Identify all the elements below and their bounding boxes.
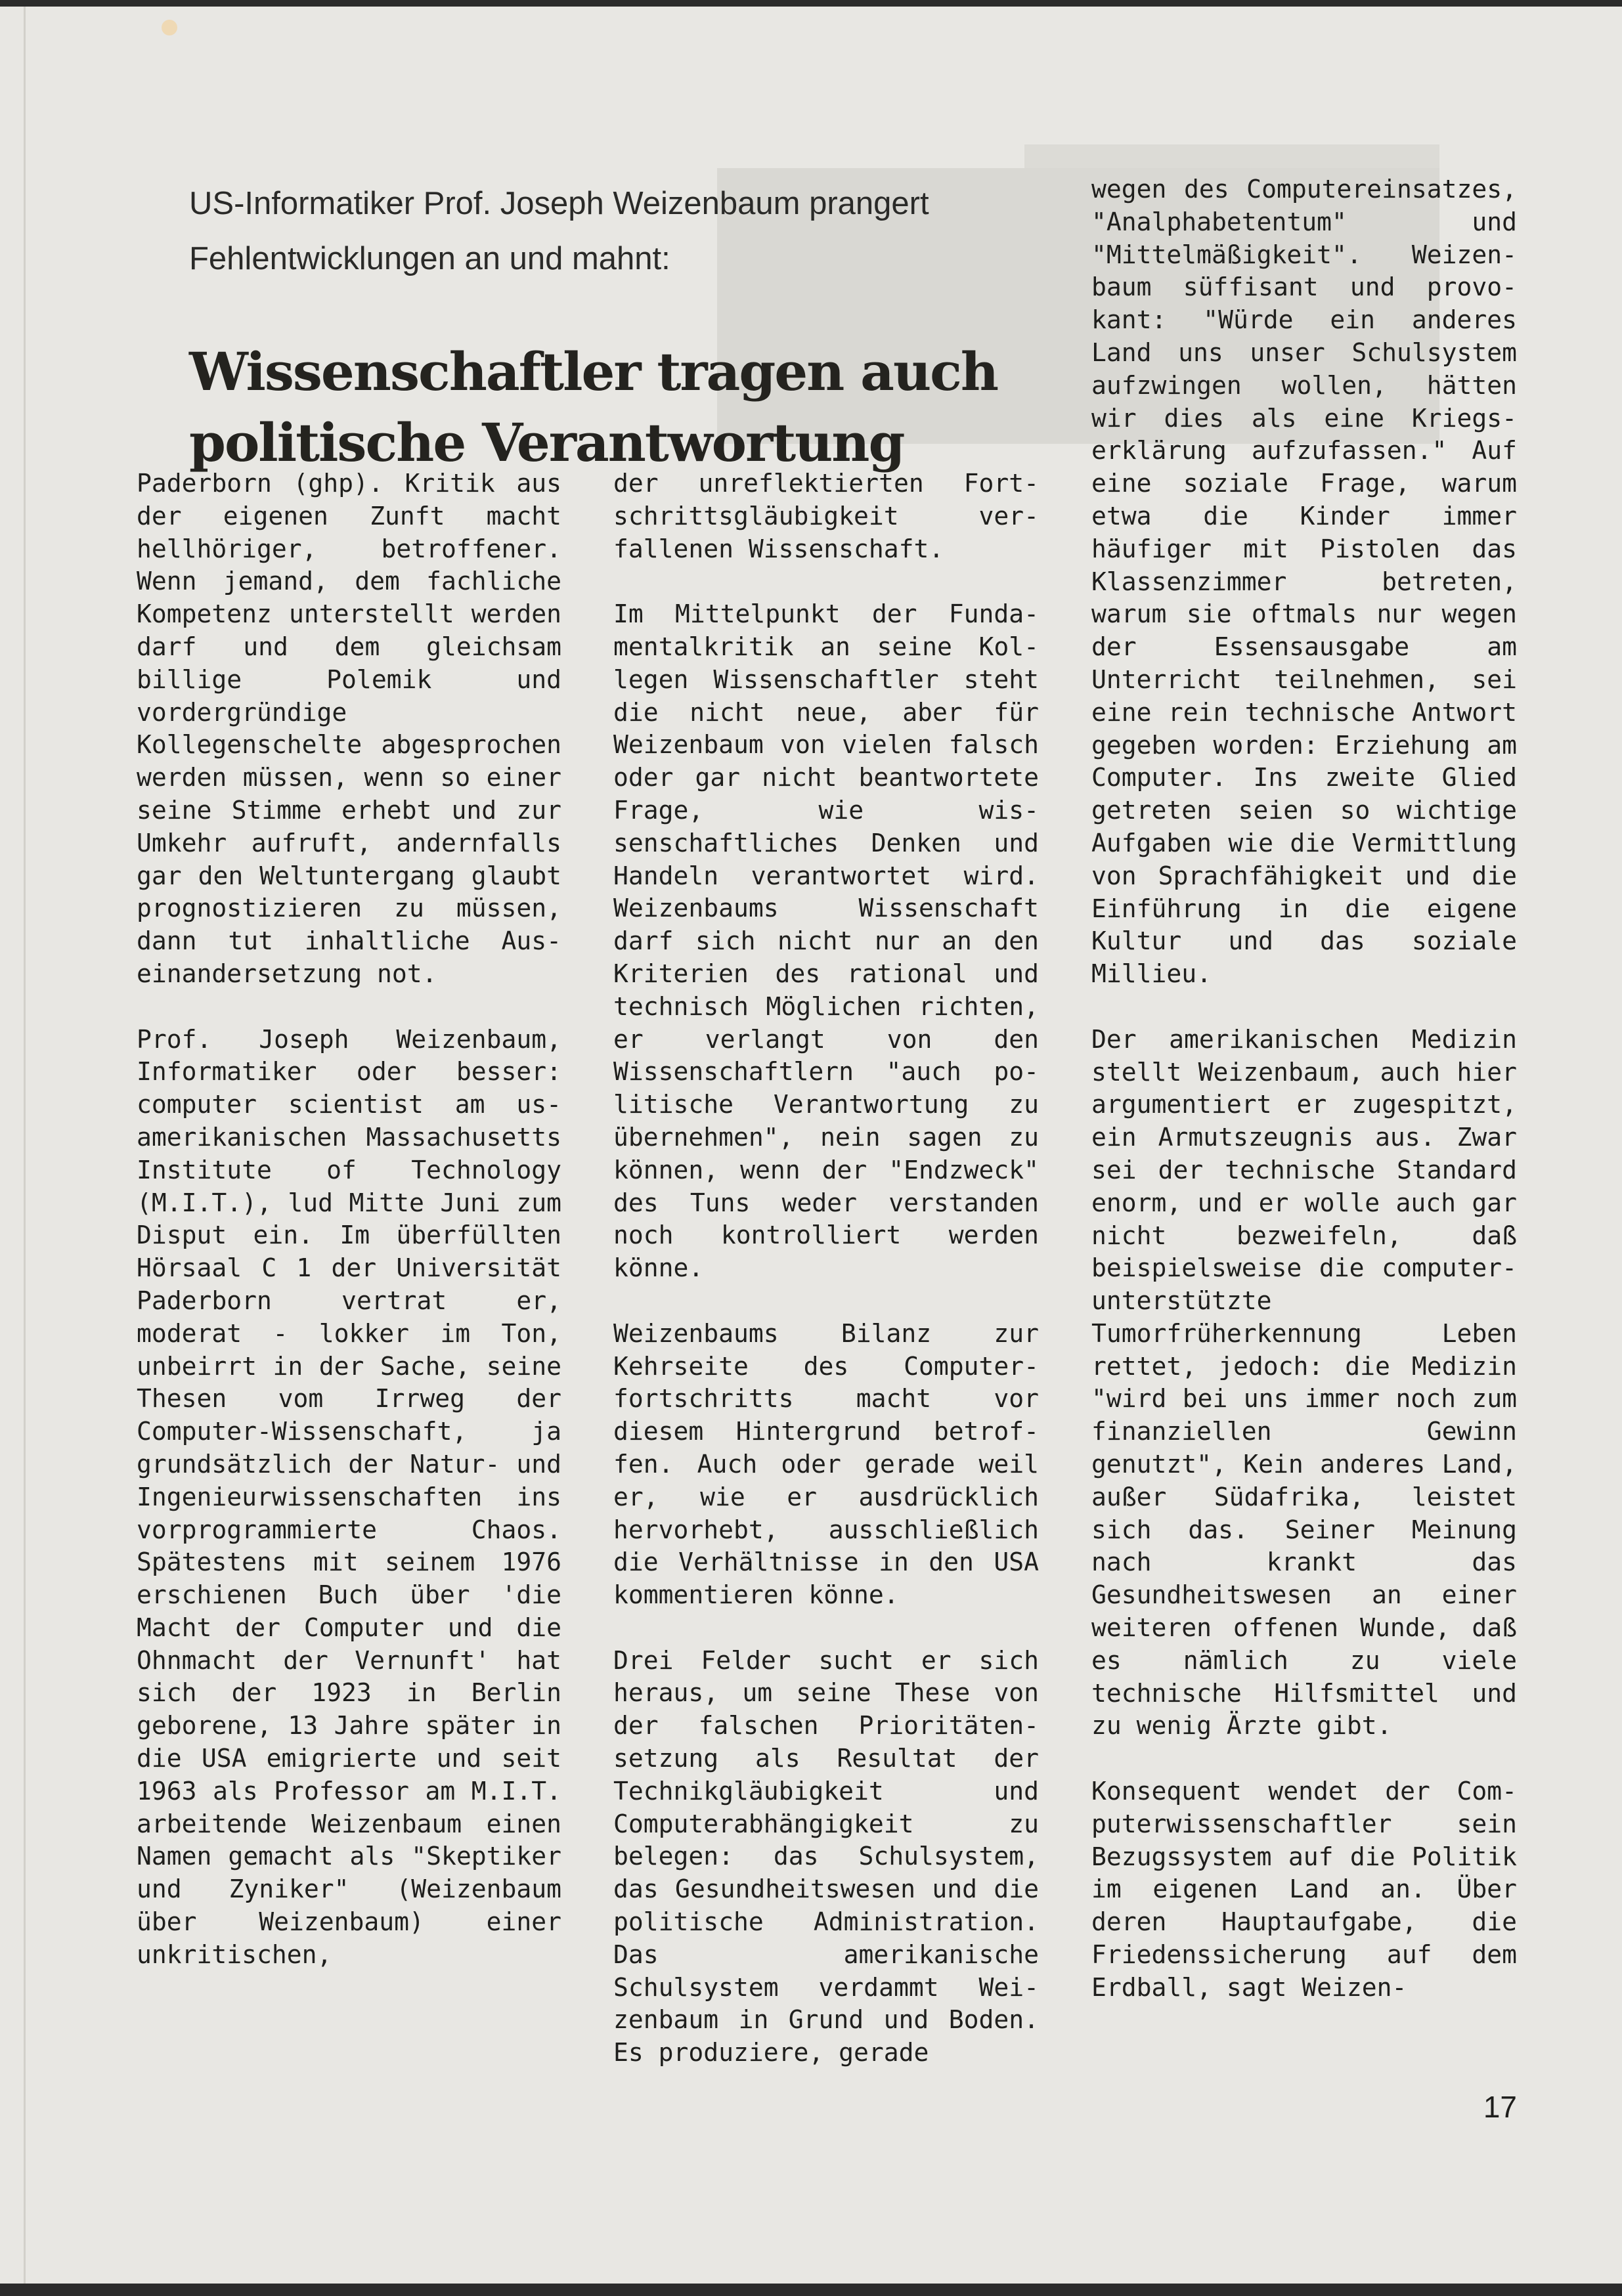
- paragraph: wegen des Computereinsatzes, "Analphabetentum" und "Mittelmäßigkeit". Weizenbaum süffisant und provokant: "Würde ein anderes Land uns unser Schulsystem aufzwingen wollen, hätten wir dies als eine Kriegserklärung aufzufassen." Auf eine soziale Frage, warum etwa die Kinder immer häufiger mit Pistolen das Klassenzimmer betreten, warum sie oftmals nur wegen der Essensausgabe am Unterricht teilnehmen, sei eine rein technische Antwort gegeben worden: Erziehung am Computer. Ins zweite Glied getreten seien so wichtige Aufgaben wie die Vermittlung von Sprachfähigkeit und die Einführung in die eigene Kultur und das soziale Millieu.: [1091, 175, 1517, 989]
- scan-top-edge: [0, 0, 1622, 7]
- text-column-1: [137, 467, 561, 1972]
- page-gutter-shadow: [24, 7, 26, 2284]
- paragraph: Konsequent wendet der Computerwissenschaftler sein Bezugssystem auf die Politik im eigenen Land an. Über deren Hauptaufgabe, die Friedenssicherung auf dem Erdball, sagt Weizen-: [1091, 1777, 1517, 2002]
- paper-stain: [162, 20, 177, 35]
- paragraph: Der amerikanischen Medizin stellt Weizenbaum, auch hier argumentiert er zugespitzt, ein Armutszeugnis aus. Zwar sei der technische Standard enorm, und er wolle auch gar nicht bezweifeln, daß beispielsweise die computer-unterstützte Tumorfrüherkennung Leben rettet, jedoch: die Medizin "wird bei uns immer noch zum finanziellen Gewinn genutzt", Kein anderes Land, außer Südafrika, leistet sich das. Seiner Meinung nach krankt das Gesundheitswesen an einer weiteren offenen Wunde, daß es nämlich zu viele technische Hilfsmittel und zu wenig Ärzte gibt.: [1091, 1024, 1517, 1741]
- paragraph: Paderborn (ghp). Kritik aus der eigenen Zunft macht hellhöriger, betroffener. Wenn jemand, dem fachliche Kompetenz unterstellt werden darf und dem gleichsam billige Polemik und vordergründige Kollegenschelte abgesprochen werden müssen, wenn so einer seine Stimme erhebt und zur Umkehr aufruft, andernfalls gar den Weltuntergang glaubt prognostizieren zu müssen, dann tut inhaltliche Auseinandersetzung not.: [137, 469, 561, 988]
- paragraph: Drei Felder sucht er sich heraus, um seine These von der falschen Prioritätensetzung als Resultat der Technikgläubigkeit und Computerabhängigkeit zu belegen: das Schulsystem, das Gesundheitswesen und die politische Administration. Das amerikanische Schulsystem verdammt Weizenbaum in Grund und Boden. Es produziere, gerade: [613, 1645, 1039, 2068]
- paragraph: Weizenbaums Bilanz zur Kehrseite des Computerfortschritts macht vor diesem Hintergrund betroffen. Auch oder gerade weil er, wie er ausdrücklich hervorhebt, ausschließlich die Verhältnisse in den USA kommentieren könne.: [613, 1318, 1039, 1610]
- text-column-3: [1091, 173, 1517, 2004]
- article-kicker: US-Informatiker Prof. Joseph Weizenbaum prangert Fehlentwicklungen an und mahnt:: [189, 186, 929, 276]
- scan-bottom-edge: [0, 2284, 1622, 2296]
- page-number: 17: [1483, 2090, 1517, 2124]
- paragraph: Prof. Joseph Weizenbaum, Informatiker oder besser: computer scientist am us-amerikanischen Massachusetts Institute of Technology (M.I.T.), lud Mitte Juni zum Disput ein. Im überfüllten Hörsaal C 1 der Universität Paderborn vertrat er, moderat - lokker im Ton, unbeirrt in der Sache, seine Thesen vom Irrweg der Computer-Wissenschaft, ja grundsätzlich der Natur- und Ingenieurwissenschaften ins vorprogrammierte Chaos. Spätestens mit seinem 1976 erschienen Buch über 'die Macht der Computer und die Ohnmacht der Vernunft' hat sich der 1923 in Berlin geborene, 13 Jahre später in die USA emigrierte und seit 1963 als Professor am M.I.T. arbeitende Weizenbaum einen Namen gemacht als "Skeptiker und Zyniker" (Weizenbaum über Weizenbaum) einer unkritischen,: [137, 1024, 561, 1969]
- paragraph: Im Mittelpunkt der Fundamentalkritik an seine Kollegen Wissenschaftler steht die nicht neue, aber für Weizenbaum von vielen falsch oder gar nicht beantwortete Frage, wie wissenschaftliches Denken und Handeln verantwortet wird. Weizenbaums Wissenschaft darf sich nicht nur an den Kriterien des rational und technisch Möglichen richten, er verlangt von den Wissenschaftlern "auch politische Verantwortung zu übernehmen", nein sagen zu können, wenn der "Endzweck" des Tuns weder verstanden noch kontrolliert werden könne.: [613, 599, 1039, 1283]
- text-column-2: [613, 467, 1039, 2069]
- paragraph: der unreflektierten Fortschrittsgläubigkeit verfallenen Wissenschaft.: [613, 469, 1039, 563]
- article-headline: Wissenschaftler tragen auch politische Verantwortung: [189, 340, 998, 473]
